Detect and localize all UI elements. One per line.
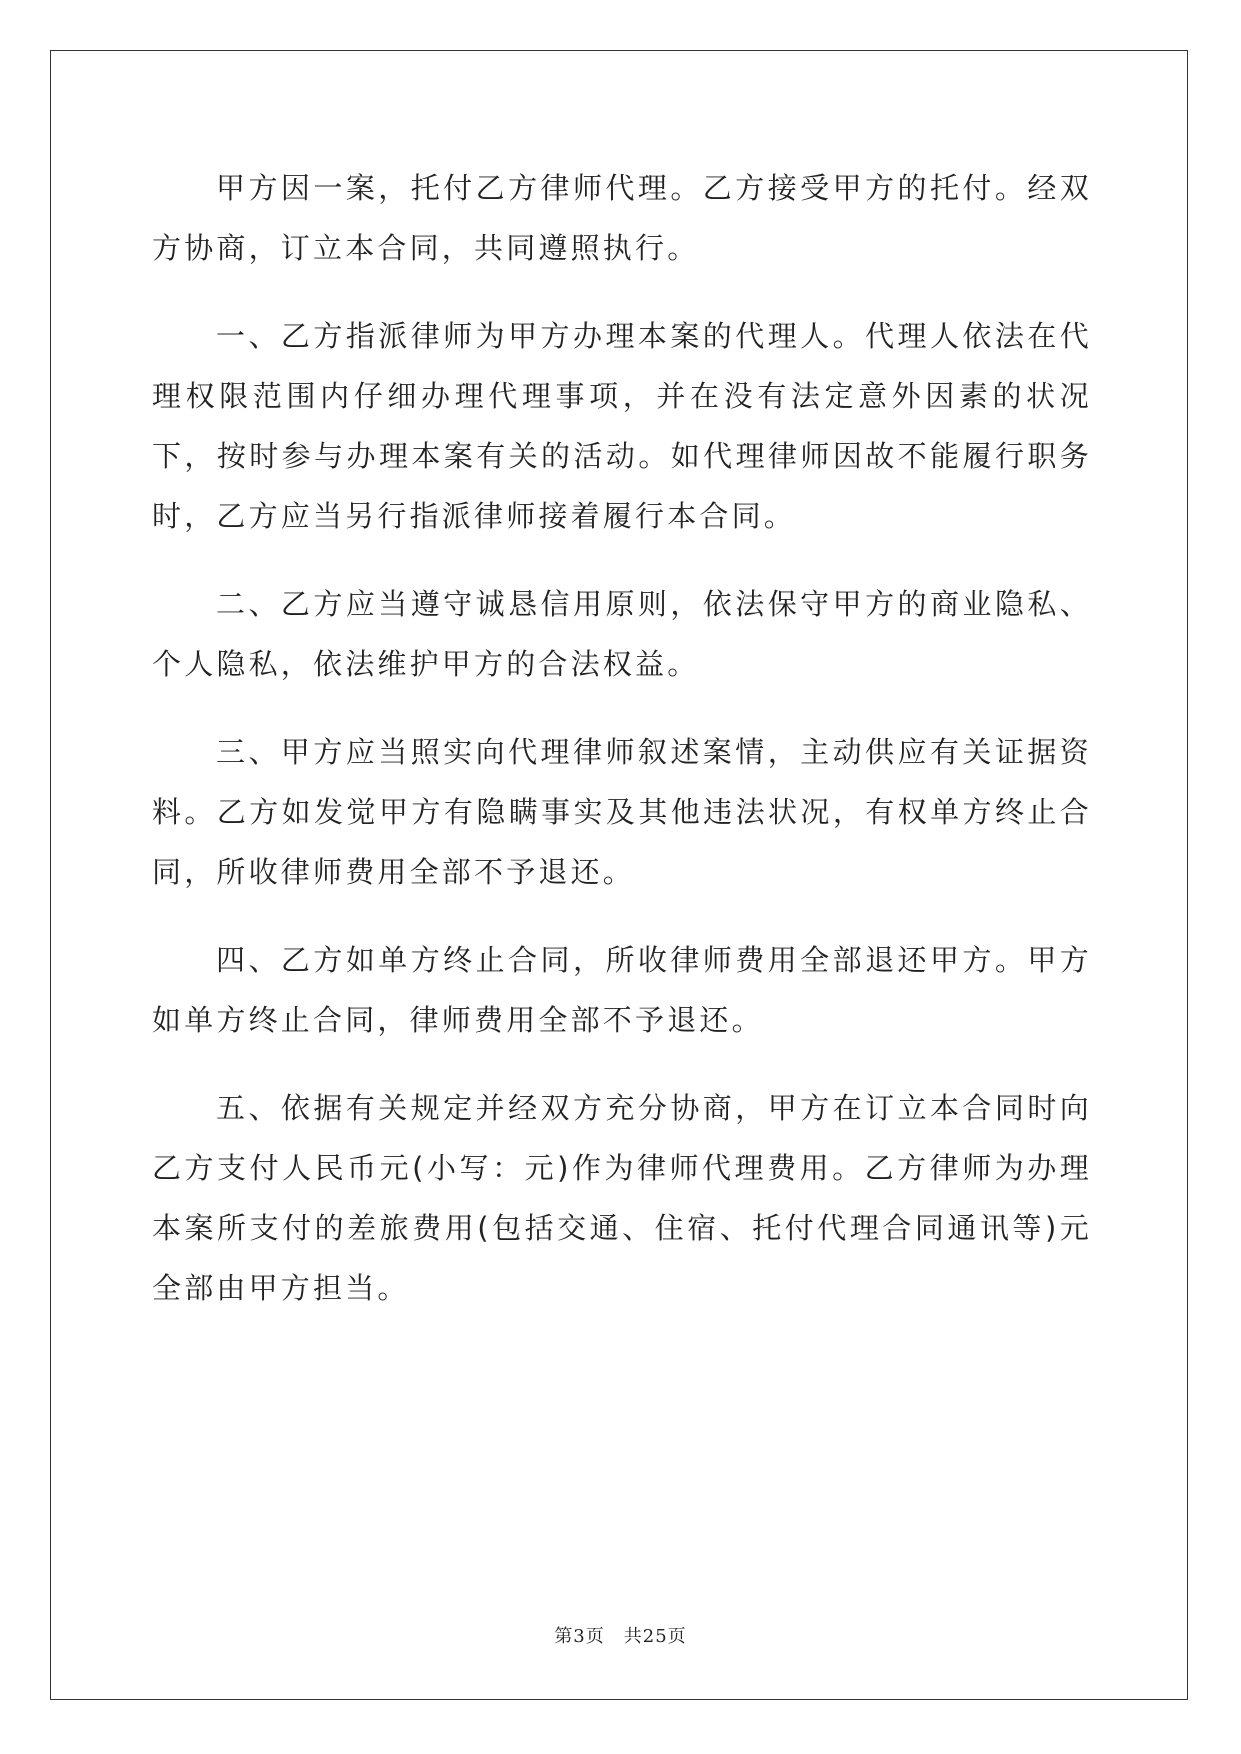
paragraph-clause-1: 一、乙方指派律师为甲方办理本案的代理人。代理人依法在代理权限范围内仔细办理代理事项，并在没有法定意外因素的状况下，按时参与办理本案有关的活动。如代理律师因故不能履行职务时，乙方应当另行指派律师接着履行本合同。 [152,319,1092,533]
paragraph-clause-5: 五、依据有关规定并经双方充分协商，甲方在订立本合同时向乙方支付人民币元(小写：元)作为律师代理费用。乙方律师为办理本案所支付的差旅费用(包括交通、住宿、托付代理合同通讯等)元全部由甲方担当。 [152,1091,1092,1305]
paragraph-clause-3: 三、甲方应当照实向代理律师叙述案情，主动供应有关证据资料。乙方如发觉甲方有隐瞒事实及其他违法状况，有权单方终止合同，所收律师费用全部不予退还。 [152,735,1092,889]
page-number-footer: 第3页 共25页 [554,1626,687,1647]
paragraph-clause-4: 四、乙方如单方终止合同，所收律师费用全部退还甲方。甲方如单方终止合同，律师费用全部不予退还。 [152,943,1092,1037]
document-body [152,158,1092,1346]
paragraph-clause-2: 二、乙方应当遵守诚恳信用原则，依法保守甲方的商业隐私、个人隐私，依法维护甲方的合法权益。 [152,587,1092,681]
paragraph-intro: 甲方因一案，托付乙方律师代理。乙方接受甲方的托付。经双方协商，订立本合同，共同遵照执行。 [152,171,1092,265]
